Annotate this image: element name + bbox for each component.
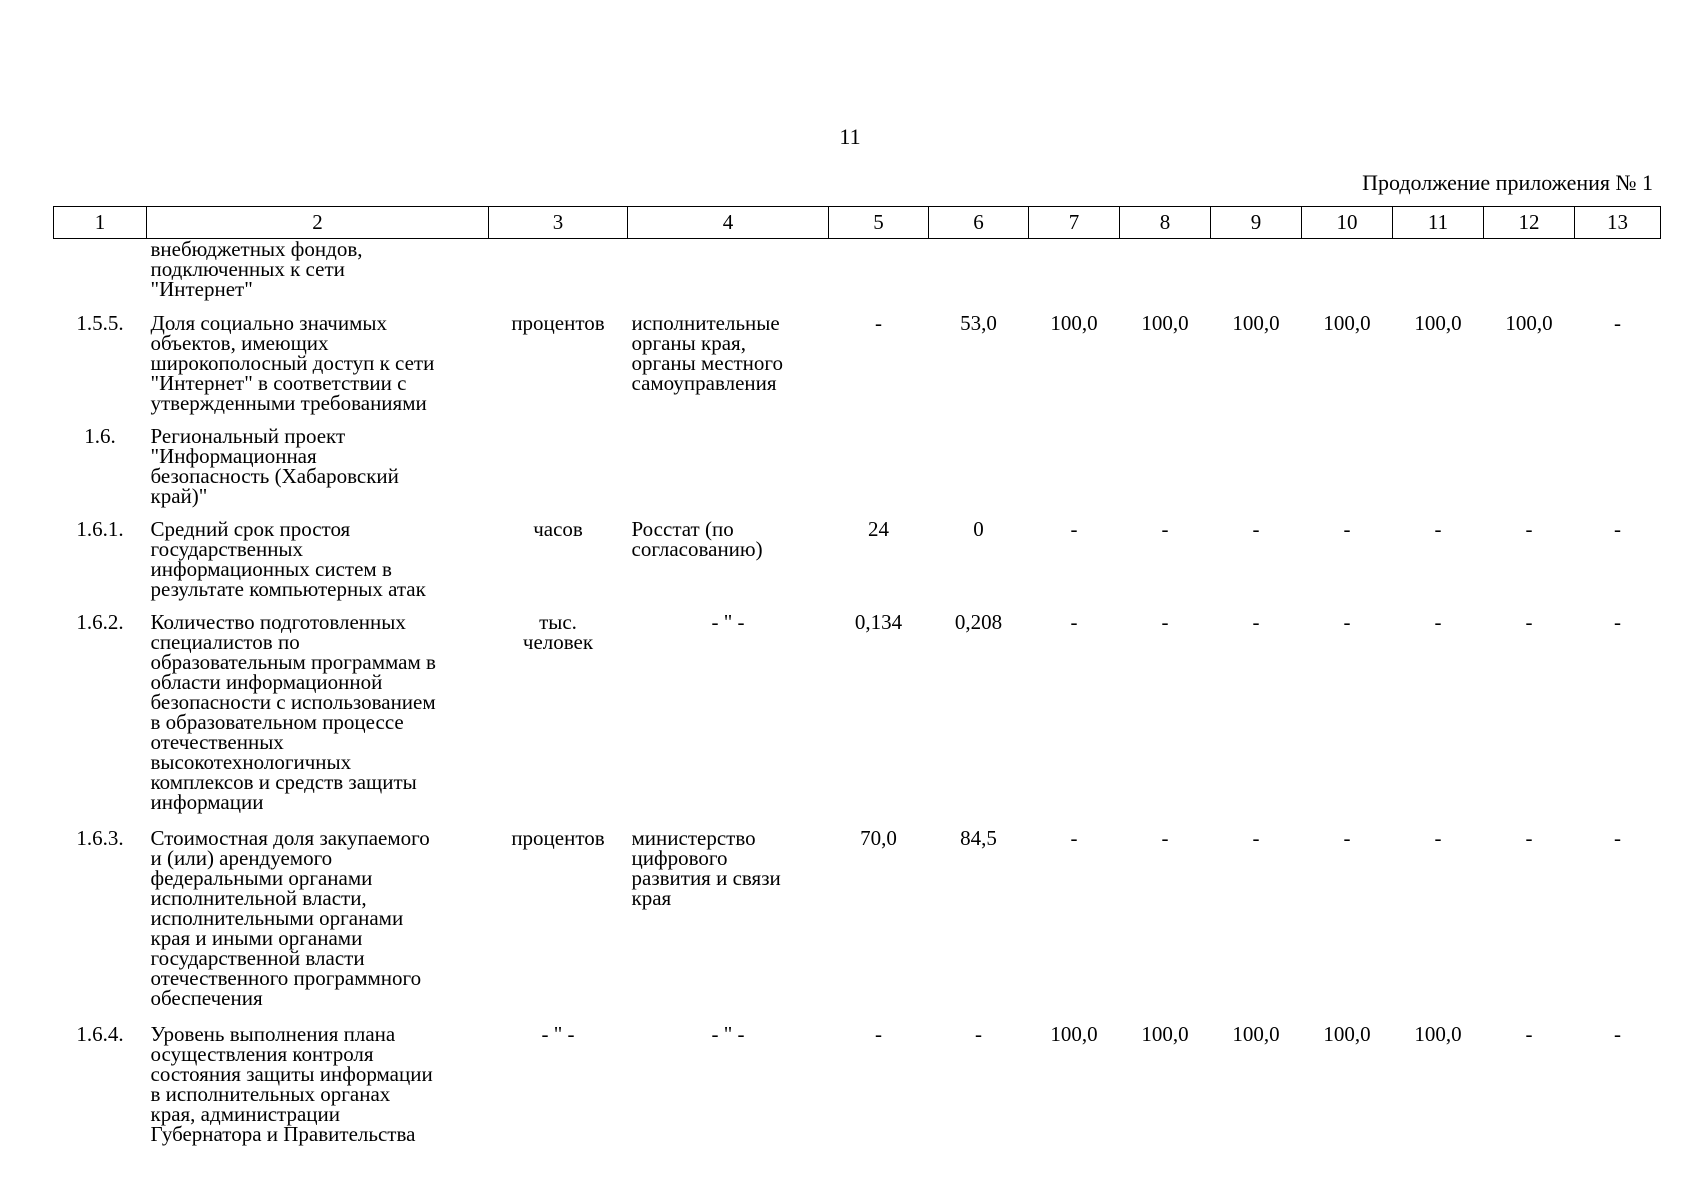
value-cell-col-8: 100,0 xyxy=(1141,311,1189,335)
value-cell-col-9: 100,0 xyxy=(1232,1022,1280,1046)
unit-of-measure: тыс. человек xyxy=(522,610,594,654)
table-row xyxy=(54,420,1661,513)
value-cell-col-13 xyxy=(1575,420,1661,513)
value-cell-col-9: - xyxy=(1252,826,1260,850)
value-cell-col-12: - xyxy=(1525,610,1533,634)
value-cell-col-5 xyxy=(829,239,929,308)
unit-of-measure xyxy=(489,239,628,308)
unit-of-measure: - " - xyxy=(541,1022,575,1046)
column-header-13: 13 xyxy=(1575,207,1661,239)
value-cell-col-7: 100,0 xyxy=(1050,1022,1098,1046)
row-number: 1.5.5. xyxy=(76,311,124,335)
table-row xyxy=(54,513,1661,606)
value-cell-col-10: - xyxy=(1343,517,1351,541)
column-number-header-row xyxy=(54,207,1661,239)
value-cell-col-13: - xyxy=(1614,826,1621,850)
responsible-source xyxy=(628,420,829,513)
value-cell-col-6 xyxy=(929,420,1029,513)
responsible-source: министерство цифрового развития и связи края xyxy=(631,826,781,910)
value-cell-col-10 xyxy=(1302,239,1393,308)
value-cell-col-8: - xyxy=(1161,610,1169,634)
value-cell-col-6: - xyxy=(975,1022,982,1046)
page-number: 11 xyxy=(839,124,861,149)
value-cell-col-8: - xyxy=(1161,826,1169,850)
column-header-9: 9 xyxy=(1211,207,1302,239)
value-cell-col-6 xyxy=(929,239,1029,308)
value-cell-col-12: - xyxy=(1525,826,1533,850)
row-number xyxy=(54,239,147,308)
value-cell-col-7 xyxy=(1029,239,1120,308)
responsible-source: исполнительные органы края, органы местного самоуправления xyxy=(631,311,783,395)
responsible-source xyxy=(628,239,829,308)
value-cell-col-13: - xyxy=(1614,517,1621,541)
value-cell-col-11: 100,0 xyxy=(1414,311,1462,335)
responsible-source: - " - xyxy=(711,610,745,634)
indicator-name: Стоимостная доля закупаемого и (или) арендуемого федеральными органами исполнительной власти, исполнительными органами края и иными органами государственной власти отечественного программного обеспечения xyxy=(150,826,430,1010)
value-cell-col-11: 100,0 xyxy=(1414,1022,1462,1046)
column-header-8: 8 xyxy=(1120,207,1211,239)
column-header-10: 10 xyxy=(1302,207,1393,239)
indicator-name: Уровень выполнения плана осуществления контроля состояния защиты информации в исполнительных органах края, администрации Губернатора и Правительства xyxy=(150,1022,433,1146)
row-number: 1.6.3. xyxy=(76,826,124,850)
table-row xyxy=(54,1018,1661,1144)
value-cell-col-11: - xyxy=(1434,826,1442,850)
continuation-label: Продолжение приложения № 1 xyxy=(1362,170,1653,195)
value-cell-col-6: 84,5 xyxy=(960,826,997,850)
value-cell-col-5: 0,134 xyxy=(854,610,903,634)
value-cell-col-9 xyxy=(1211,420,1302,513)
value-cell-col-5: - xyxy=(875,1022,882,1046)
value-cell-col-11 xyxy=(1393,239,1484,308)
value-cell-col-8 xyxy=(1120,239,1211,308)
column-header-1: 1 xyxy=(54,207,147,239)
indicators-table xyxy=(53,206,1661,1144)
table-row xyxy=(54,606,1661,822)
value-cell-col-8: - xyxy=(1161,517,1169,541)
value-cell-col-12 xyxy=(1484,239,1575,308)
value-cell-col-9: 100,0 xyxy=(1232,311,1280,335)
unit-of-measure: процентов xyxy=(511,826,605,850)
indicator-name: внебюджетных фондов, подключенных к сети "Интернет" xyxy=(150,237,363,301)
responsible-source: Росстат (по согласованию) xyxy=(631,517,763,561)
row-number: 1.6.2. xyxy=(76,610,124,634)
column-header-6: 6 xyxy=(929,207,1029,239)
value-cell-col-13: - xyxy=(1614,1022,1621,1046)
row-number: 1.6. xyxy=(84,424,116,448)
value-cell-col-12: - xyxy=(1525,1022,1533,1046)
value-cell-col-10: - xyxy=(1343,610,1351,634)
responsible-source: - " - xyxy=(711,1022,745,1046)
value-cell-col-5 xyxy=(829,420,929,513)
value-cell-col-11: - xyxy=(1434,610,1442,634)
value-cell-col-5: - xyxy=(875,311,882,335)
column-header-11: 11 xyxy=(1393,207,1484,239)
row-number: 1.6.4. xyxy=(76,1022,124,1046)
value-cell-col-5: 70,0 xyxy=(860,826,897,850)
value-cell-col-9 xyxy=(1211,239,1302,308)
value-cell-col-10 xyxy=(1302,420,1393,513)
row-number: 1.6.1. xyxy=(76,517,124,541)
unit-of-measure xyxy=(489,420,628,513)
column-header-5: 5 xyxy=(829,207,929,239)
column-header-2: 2 xyxy=(147,207,489,239)
column-header-3: 3 xyxy=(489,207,628,239)
column-header-4: 4 xyxy=(628,207,829,239)
value-cell-col-13: - xyxy=(1614,610,1621,634)
value-cell-col-7: - xyxy=(1070,826,1078,850)
indicator-name: Региональный проект "Информационная безопасность (Хабаровский край)" xyxy=(150,424,399,508)
unit-of-measure: процентов xyxy=(511,311,605,335)
value-cell-col-10: - xyxy=(1343,826,1351,850)
value-cell-col-10: 100,0 xyxy=(1323,311,1371,335)
table-row xyxy=(54,307,1661,420)
value-cell-col-13: - xyxy=(1614,311,1621,335)
value-cell-col-13 xyxy=(1575,239,1661,308)
column-header-12: 12 xyxy=(1484,207,1575,239)
value-cell-col-7 xyxy=(1029,420,1120,513)
value-cell-col-7: - xyxy=(1070,610,1078,634)
value-cell-col-10: 100,0 xyxy=(1323,1022,1371,1046)
indicator-name: Доля социально значимых объектов, имеющих широкополосный доступ к сети "Интернет" в соответствии с утвержденными требованиями xyxy=(150,311,435,415)
value-cell-col-11 xyxy=(1393,420,1484,513)
indicator-name: Средний срок простоя государственных информационных систем в результате компьютерных атак xyxy=(150,517,426,601)
table-row xyxy=(54,822,1661,1018)
value-cell-col-6: 0 xyxy=(973,517,984,541)
column-header-7: 7 xyxy=(1029,207,1120,239)
indicator-name: Количество подготовленных специалистов по образовательным программам в области информационной безопасности с использованием в образовательном процессе отечественных высокотехнологичных комплексов и средств защиты информации xyxy=(150,610,436,814)
value-cell-col-12 xyxy=(1484,420,1575,513)
value-cell-col-6: 0,208 xyxy=(954,610,1003,634)
value-cell-col-11: - xyxy=(1434,517,1442,541)
value-cell-col-7: - xyxy=(1070,517,1078,541)
value-cell-col-12: 100,0 xyxy=(1505,311,1553,335)
value-cell-col-9: - xyxy=(1252,517,1260,541)
unit-of-measure: часов xyxy=(533,517,583,541)
value-cell-col-5: 24 xyxy=(868,517,889,541)
value-cell-col-8 xyxy=(1120,420,1211,513)
value-cell-col-9: - xyxy=(1252,610,1260,634)
value-cell-col-7: 100,0 xyxy=(1050,311,1098,335)
value-cell-col-8: 100,0 xyxy=(1141,1022,1189,1046)
table-row xyxy=(54,239,1661,308)
value-cell-col-12: - xyxy=(1525,517,1533,541)
value-cell-col-6: 53,0 xyxy=(960,311,997,335)
